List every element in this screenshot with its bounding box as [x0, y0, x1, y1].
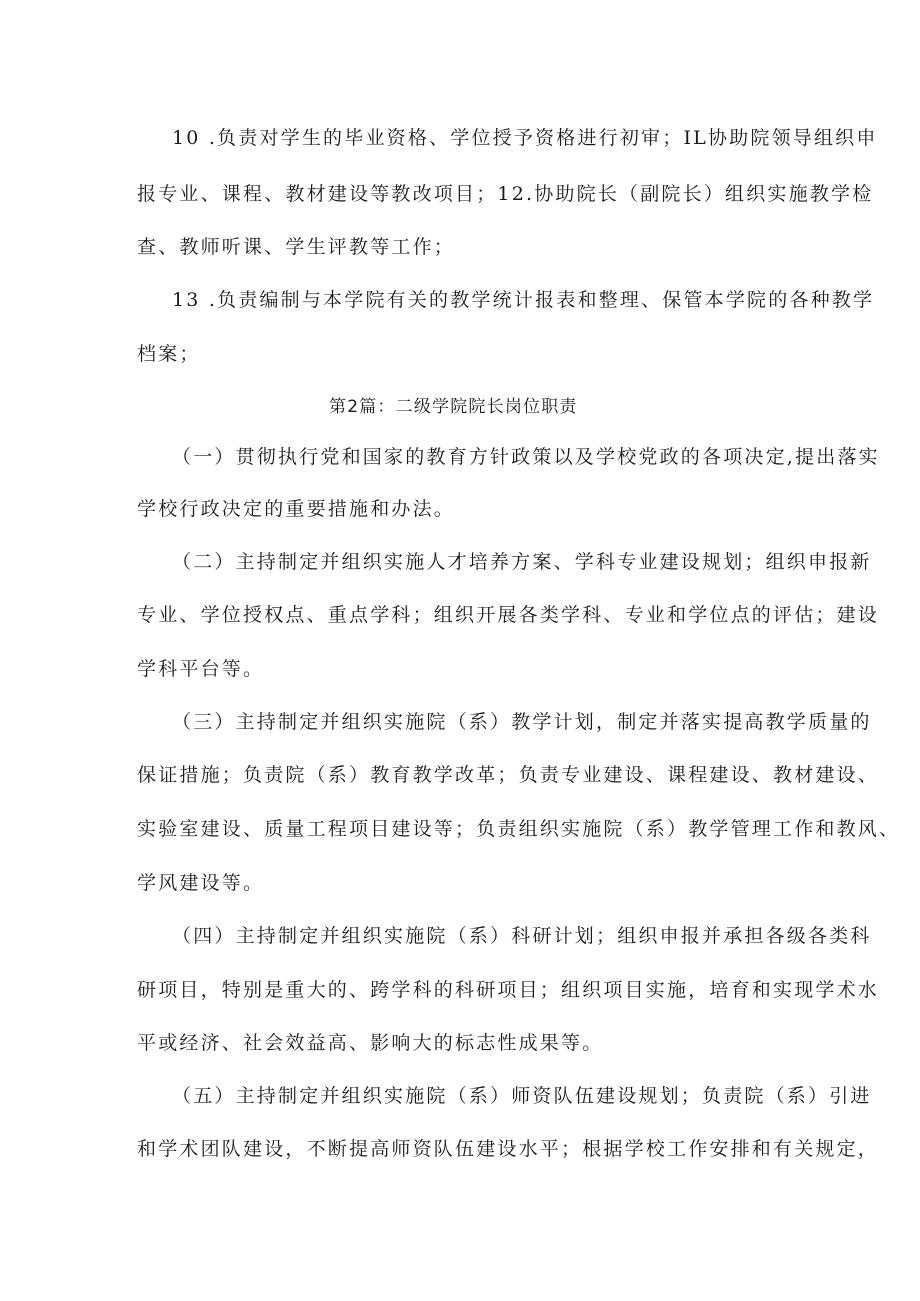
paragraph-13-line-1: 13 .负责编制与本学院有关的教学统计报表和整理、保管本学院的各种教学: [172, 289, 875, 311]
item-4-line-2: 研项目，特别是重大的、跨学科的科研项目；组织项目实施，培育和实现学术水: [137, 979, 880, 1001]
item-2-line-1: （二）主持制定并组织实施人才培养方案、学科专业建设规划；组织申报新: [172, 551, 872, 573]
paragraph-10-line-1: 10 .负责对学生的毕业资格、学位授予资格进行初审；IL协助院领导组织申: [172, 127, 878, 149]
paragraph-13-line-2: 档案；: [137, 343, 201, 365]
paragraph-10-line-3: 查、教师听课、学生评教等工作；: [137, 236, 456, 258]
item-3-line-1: （三）主持制定并组织实施院（系）教学计划，制定并落实提高教学质量的: [172, 711, 872, 733]
item-5-line-1: （五）主持制定并组织实施院（系）师资队伍建设规划；负责院（系）引进: [172, 1085, 872, 1107]
item-4-line-3: 平或经济、社会效益高、影响大的标志性成果等。: [137, 1032, 604, 1054]
paragraph-10-line-2: 报专业、课程、教材建设等教改项目；12.协助院长（副院长）组织实施教学检: [137, 183, 874, 205]
item-3-line-2: 保证措施；负责院（系）教育教学改革；负责专业建设、课程建设、教材建设、: [137, 764, 880, 786]
item-1-line-1: （一）贯彻执行党和国家的教育方针政策以及学校党政的各项决定,提出落实: [172, 446, 880, 468]
item-2-line-2: 专业、学位授权点、重点学科；组织开展各类学科、专业和学位点的评估；建设: [137, 604, 880, 626]
item-1-line-2: 学校行政决定的重要措施和办法。: [137, 498, 456, 520]
section-title: 第2篇：二级学院院长岗位职责: [329, 397, 578, 417]
item-5-line-2: 和学术团队建设，不断提高师资队伍建设水平；根据学校工作安排和有关规定，: [137, 1138, 880, 1160]
item-4-line-1: （四）主持制定并组织实施院（系）科研计划；组织申报并承担各级各类科: [172, 925, 872, 947]
item-3-line-3: 实验室建设、质量工程项目建设等；负责组织实施院（系）教学管理工作和教风、: [137, 818, 901, 840]
item-2-line-3: 学科平台等。: [137, 658, 265, 680]
item-3-line-4: 学风建设等。: [137, 872, 265, 894]
